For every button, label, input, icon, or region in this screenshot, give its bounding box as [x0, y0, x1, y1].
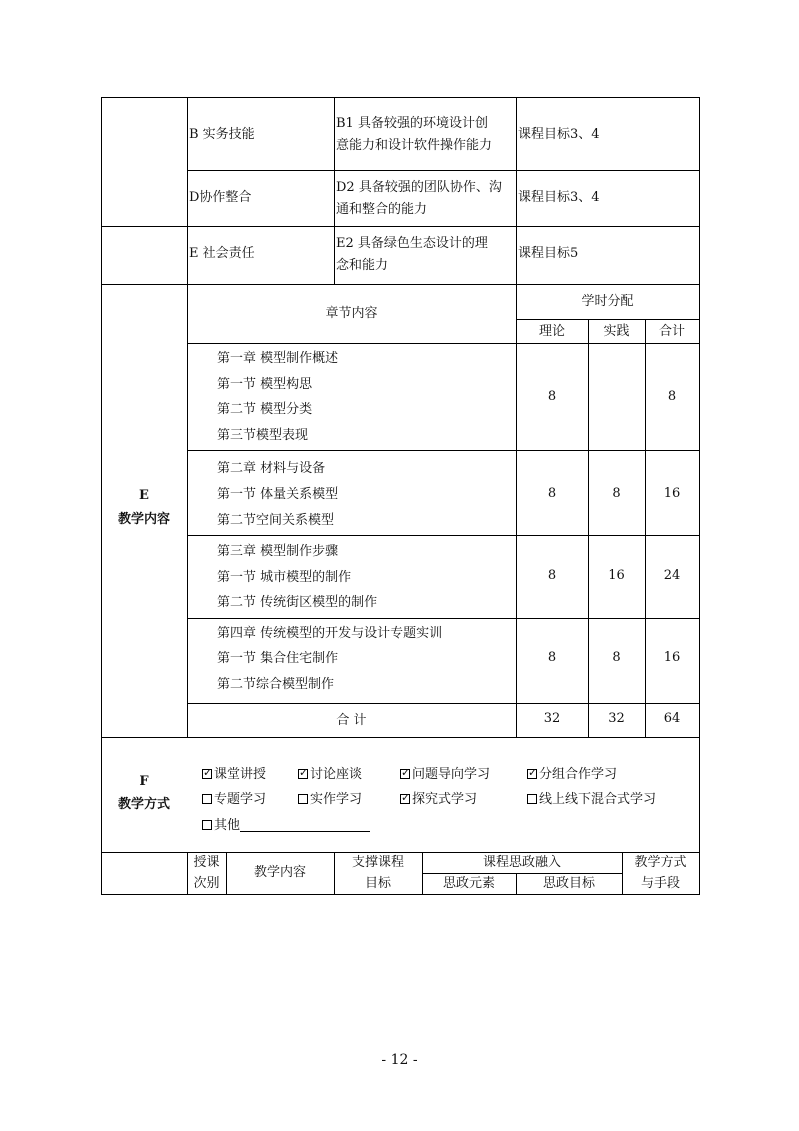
row-divider [101, 284, 700, 285]
objective-requirement: B1 具备较强的环境设计创 [336, 116, 488, 131]
chapter-line: 第一节 体量关系模型 [217, 487, 339, 502]
table-border-top [101, 97, 700, 98]
objective-requirement: 通和整合的能力 [336, 202, 428, 217]
row-divider [187, 535, 700, 536]
target-header: 支撑课程 [351, 855, 404, 870]
checkbox-icon [527, 794, 537, 804]
row-divider [187, 703, 700, 704]
section-label-name: 教学方式 [117, 797, 170, 812]
method-checkbox-discussion[interactable] [298, 767, 362, 783]
chapter-line: 第二节综合模型制作 [217, 677, 335, 692]
checkbox-icon [298, 794, 308, 804]
chapter-line: 第二节空间关系模型 [217, 513, 335, 528]
other-blank-line[interactable] [240, 817, 370, 832]
method-checkbox-practice[interactable] [298, 792, 362, 808]
target-header: 目标 [364, 876, 391, 891]
col-divider [516, 284, 517, 737]
objective-target: 课程目标3、4 [518, 127, 600, 142]
method-label: 专题学习 [214, 792, 267, 807]
objective-requirement: 意能力和设计软件操作能力 [336, 138, 493, 153]
session-header: 次别 [193, 876, 220, 891]
chapter-line: 第二节 传统街区模型的制作 [217, 595, 378, 610]
row-divider [516, 319, 700, 320]
method-checkbox-problem-based[interactable] [400, 767, 490, 783]
chapter-line: 第四章 传统模型的开发与设计专题实训 [217, 626, 443, 641]
section-label-name: 教学内容 [117, 512, 170, 527]
total-hours: 24 [663, 568, 681, 583]
total-header: 合计 [658, 324, 685, 339]
method-label: 线上线下混合式学习 [539, 792, 657, 807]
chapter-line: 第二章 材料与设备 [217, 461, 326, 476]
row-divider [101, 737, 700, 738]
row-divider [101, 226, 700, 227]
chapter-line: 第一节 集合住宅制作 [217, 651, 339, 666]
method-header: 与手段 [640, 876, 680, 891]
practice-hours: 16 [608, 568, 625, 583]
practice-hours: 8 [612, 486, 621, 501]
total-hours: 8 [667, 389, 677, 404]
checkbox-icon [202, 794, 212, 804]
method-header: 教学方式 [634, 855, 687, 870]
chapter-line: 第三节模型表现 [217, 428, 309, 443]
theory-header: 理论 [538, 324, 565, 339]
col-divider [187, 97, 188, 737]
col-divider [516, 97, 517, 284]
section-label-code: E [139, 488, 149, 503]
total-hours: 16 [663, 486, 681, 501]
checkbox-icon [298, 769, 308, 779]
checkbox-icon [400, 769, 410, 779]
ideology-elements-header: 思政元素 [442, 876, 495, 891]
chapter-line: 第一节 城市模型的制作 [217, 570, 352, 585]
ideology-goals-header: 思政目标 [542, 876, 595, 891]
session-header: 授课 [193, 855, 220, 870]
col-divider [645, 319, 646, 737]
theory-hours: 8 [547, 650, 557, 665]
theory-hours: 8 [547, 568, 557, 583]
method-label: 讨论座谈 [310, 767, 363, 782]
col-divider [588, 319, 589, 737]
section-label-code: F [139, 774, 149, 789]
checkbox-icon [400, 794, 410, 804]
method-label: 问题导向学习 [412, 767, 491, 782]
chapter-line: 第一节 模型构思 [217, 377, 313, 392]
objective-requirement: 念和能力 [336, 258, 389, 273]
method-checkbox-group[interactable] [527, 767, 617, 783]
method-label: 课堂讲授 [214, 767, 267, 782]
checkbox-icon [527, 769, 537, 779]
practice-header: 实践 [603, 324, 630, 339]
practice-hours: 8 [612, 650, 621, 665]
theory-hours: 8 [547, 389, 557, 404]
col-divider [334, 97, 335, 284]
objective-category: B 实务技能 [189, 127, 255, 142]
row-divider [422, 873, 622, 874]
row-divider [187, 618, 700, 619]
sum-total: 64 [663, 711, 681, 726]
row-divider [187, 450, 700, 451]
total-hours: 16 [663, 650, 681, 665]
method-label: 其他 [214, 818, 241, 833]
method-checkbox-other[interactable] [202, 817, 370, 834]
method-checkbox-blended[interactable] [527, 792, 656, 808]
checkbox-icon [202, 820, 212, 830]
theory-hours: 8 [547, 486, 557, 501]
method-checkbox-lecture[interactable] [202, 767, 266, 783]
objective-requirement: E2 具备绿色生态设计的理 [336, 236, 488, 251]
sum-theory: 32 [543, 711, 561, 726]
row-divider [101, 852, 700, 853]
method-label: 实作学习 [310, 792, 363, 807]
objective-category: E 社会责任 [189, 246, 255, 261]
row-divider [187, 170, 700, 171]
checkbox-icon [202, 769, 212, 779]
objective-category: D协作整合 [189, 190, 252, 205]
objective-requirement: D2 具备较强的团队协作、沟 [336, 180, 502, 195]
chapter-line: 第一章 模型制作概述 [217, 351, 339, 366]
objective-target: 课程目标3、4 [518, 190, 600, 205]
sum-label: 合 计 [336, 713, 367, 728]
method-checkbox-topic[interactable] [202, 792, 266, 808]
chapter-line: 第三章 模型制作步骤 [217, 544, 339, 559]
table-border-right [699, 97, 700, 894]
method-label: 探究式学习 [412, 792, 478, 807]
content-header: 教学内容 [253, 865, 306, 880]
table-border-bottom [101, 894, 700, 895]
sum-practice: 32 [608, 711, 625, 726]
method-label: 分组合作学习 [539, 767, 618, 782]
chapter-line: 第二节 模型分类 [217, 402, 313, 417]
hours-header: 学时分配 [581, 294, 634, 309]
chapter-content-header: 章节内容 [325, 306, 378, 321]
ideology-header: 课程思政融入 [482, 855, 561, 870]
page-number: - 12 - [381, 1052, 418, 1068]
row-divider [187, 343, 700, 344]
method-checkbox-inquiry[interactable] [400, 792, 477, 808]
objective-target: 课程目标5 [518, 246, 579, 261]
